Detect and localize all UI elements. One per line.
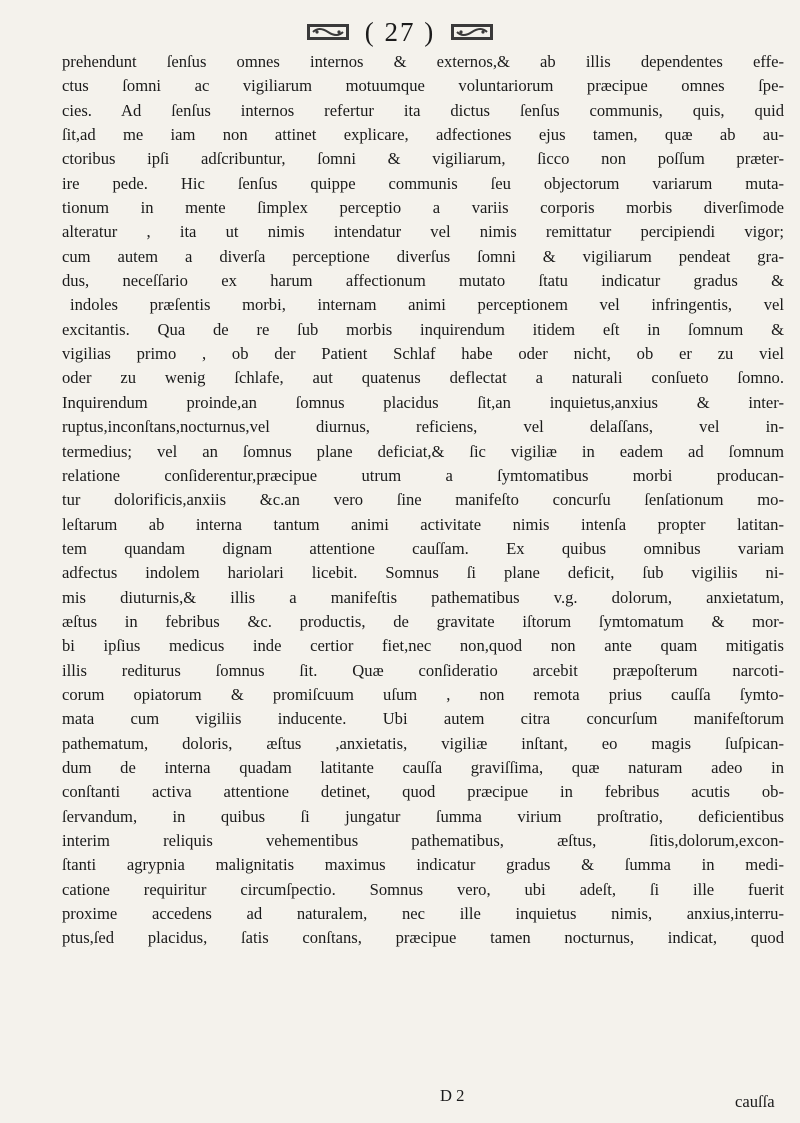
page-number: ( 27 ) (364, 16, 436, 47)
text-line: ruptus,inconſtans,nocturnus,vel diurnus, reficiens, vel delaſſans, vel in- (62, 417, 784, 437)
text-line: adfectus indolem hariolari licebit. Somnus ſi plane deficit, ſub vigiliis ni- (62, 563, 784, 583)
text-line: prehendunt ſenſus omnes internos & externos,& ab illis dependentes effe- (62, 52, 784, 71)
text-line: illis rediturus ſomnus ſit. Quæ conſideratio arcebit præpoſterum narcoti- (62, 660, 784, 680)
text-line: mis diuturnis,& illis a manifeſtis pathematibus v.g. dolorum, anxietatum, (62, 587, 784, 607)
catchword: cauſſa (735, 1092, 775, 1111)
text-line: proxime accedens ad naturalem, nec ille inquietus nimis, anxius,interru- (62, 904, 784, 924)
text-line: ctus ſomni ac vigiliarum motuumque voluntariorum præcipue omnes ſpe- (62, 76, 784, 96)
text-line: relatione conſiderentur,præcipue utrum a ſymtomatibus morbi producan- (62, 465, 784, 485)
text-line: ire pede. Hic ſenſus quippe communis ſeu objectorum variarum muta- (62, 173, 784, 193)
text-line: conſtanti activa attentione detinet, quod præcipue in febribus acutis ob- (62, 782, 784, 802)
text-line: bi ipſius medicus inde certior fiet,nec non,quod non ante quam mitigatis (62, 636, 784, 656)
text-line: interim reliquis vehementibus pathematibus, æſtus, ſitis,dolorum,excon- (62, 831, 784, 850)
text-line: leſtarum ab interna tantum animi activitate nimis intenſa propter latitan- (62, 514, 784, 534)
text-line: ſervandum, in quibus ſi jungatur ſumma virium proſtratio, deficientibus (62, 806, 784, 826)
text-line: oder zu wenig ſchlafe, aut quatenus deflectat a naturali conſueto ſomno. (62, 368, 784, 388)
text-line: vigilias primo , ob der Patient Schlaf habe oder nicht, ob er zu viel (62, 344, 784, 364)
text-line: mata cum vigiliis inducente. Ubi autem citra concurſum manifeſtorum (62, 709, 784, 729)
text-line: ctoribus ipſi adſcribuntur, ſomni & vigiliarum, ſicco non poſſum præter- (62, 149, 784, 169)
text-line: æſtus in febribus &c. productis, de gravitate iſtorum ſymtomatum & mor- (62, 611, 784, 631)
text-line: ſtanti agrypnia malignitatis maximus indicatur gradus & ſumma in medi- (62, 855, 784, 875)
text-line: termedius; vel an ſomnus plane deficiat,& ſic vigiliæ in eadem ad ſomnum (62, 441, 784, 461)
text-line: tionum in mente ſimplex perceptio a variis corporis morbis diverſimode (62, 198, 784, 218)
page-header (0, 14, 800, 50)
text-line: ſit,ad me iam non attinet explicare, adfectiones ejus tamen, quæ ab au- (62, 125, 784, 145)
text-line: pathematum, doloris, æſtus ,anxietatis, vigiliæ inſtant, eo magis ſuſpican- (62, 733, 784, 753)
text-line: Inquirendum proinde,an ſomnus placidus ſit,an inquietus,anxius & inter- (62, 392, 784, 412)
text-line: ptus,ſed placidus, ſatis conſtans, præcipue tamen nocturnus, indicat, quod (62, 928, 784, 948)
text-line: dus, neceſſario ex harum affectionum mutato ſtatu indicatur gradus & (62, 271, 784, 291)
text-line: cies. Ad ſenſus internos refertur ita dictus ſenſus communis, quis, quid (62, 100, 784, 120)
text-line: dum de interna quadam latitante cauſſa graviſſima, quæ naturam adeo in (62, 757, 784, 777)
body-text (62, 50, 784, 951)
printer-ornament-left-icon (305, 21, 351, 43)
page-footer (0, 1086, 800, 1116)
text-line: indoles præſentis morbi, internam animi perceptionem vel infringentis, vel (70, 295, 784, 315)
text-line: corum opiatorum & promiſcuum uſum , non remota prius cauſſa ſymto- (62, 684, 784, 704)
text-line: catione requiritur circumſpectio. Somnus vero, ubi adeſt, ſi ille fuerit (62, 879, 784, 899)
text-line: excitantis. Qua de re ſub morbis inquirendum itidem eſt in ſomnum & (62, 319, 784, 339)
text-line: cum autem a diverſa perceptione diverſus ſomni & vigiliarum pendeat gra- (62, 246, 784, 266)
printer-ornament-right-icon (449, 21, 495, 43)
signature-mark: D 2 (440, 1086, 465, 1105)
text-line: tem quandam dignam attentione cauſſam. Ex quibus omnibus variam (62, 538, 784, 558)
text-line: alteratur , ita ut nimis intendatur vel nimis remittatur percipiendi vigor; (62, 222, 784, 242)
text-line: tur dolorificis,anxiis &c.an vero ſine manifeſto concurſu ſenſationum mo- (62, 490, 784, 510)
